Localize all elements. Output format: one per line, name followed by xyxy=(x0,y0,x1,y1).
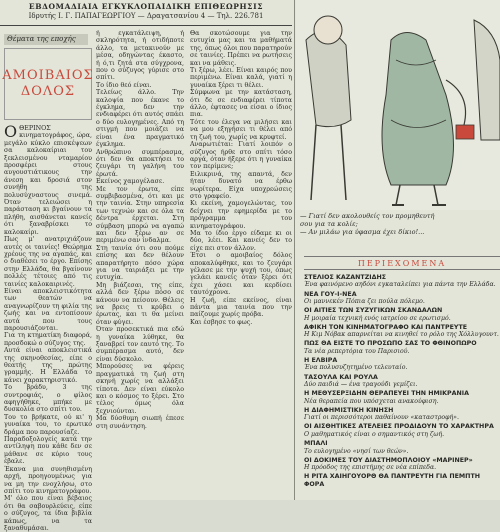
article-paragraph: Έκανα μια συνηθισμένη αρχή, προηγουμένως για να μη την ενοχλήσω, στο σπίτι του κινηματογράφου. xyxy=(4,465,92,495)
contents-item xyxy=(304,324,500,339)
article-paragraph: Για τη κτηματίκη διαφορά, προσδοκώ ο σύζυγος της. xyxy=(4,332,92,347)
contents-item xyxy=(304,423,500,438)
caption-line-2: σου για τα κολίε; xyxy=(300,220,358,228)
article-paragraph: ΘΕΡΙΝΟΣ κινηματογράφος, ώρα, μεγάλο κύκλο επισκέψεων σα καλοκαίριαι του ξεκλεισμένου νταμαρίου προσφέρει στους αυγουστιάτικους την άνεση και δροσιά στον συνήθη της πολυσύχναστους σινεμά. Όταν τελειώσει η παράσταση κι βγαίνουν τα πλήθη, αισθάνεται κανείς ότι ξαναβρίσκει το καλοκαίρι. xyxy=(4,125,92,236)
contents-item-heading: ΟΙ ΑΙΣΘΗΤΙΚΕΣ ΑΤΕΛΕΙΕΣ ΠΡΟΔΙΔΟΥΝ ΤΟ ΧΑΡΑΚΤΗΡΑ xyxy=(304,423,494,431)
article-paragraph: Όταν προσεκτικά πια εδώ η γυναίκα λύθηκε, θα ξαναβρεί τον εαυτό της. Το συμπέρασμα αυτό, δεν είναι δύσκολο. xyxy=(96,326,184,363)
cartoon-illustration xyxy=(296,0,500,210)
article-paragraph: Ανθρώπινο συμπέρασμα, ότι δεν θα αποκτήσει το ζευγάρι τη γαλήνη του έρωτά. xyxy=(96,148,184,178)
contents-header: ΠΕΡΙΕΧΟΜΕΝΑ xyxy=(304,256,500,270)
article-paragraph: Κι εκείνη, χαμογελώντας, του δείχνει την εφημερίδα με το πρόγραμμα του κινηματογράφου. xyxy=(190,200,292,230)
article-paragraph: Εκείνος χαμογέλασε. xyxy=(96,178,165,186)
drop-cap: Ο xyxy=(4,122,18,141)
caption-line-3: — Αν μιλάω για ύφασμα έχει δίκιο!... xyxy=(300,228,425,236)
contents-item-subtitle: Τα νέα ρεπερτόρια του Παρισιού. xyxy=(304,347,410,355)
article-title-box xyxy=(4,48,92,120)
contents-item-subtitle: Οι μαννεκέν Πόπια ζει πούλα πόλεμο. xyxy=(304,298,425,306)
article-paragraph: Τότε του έλεγα να μιλήσει και να μου εξηγήσει τι θέλει από τη ζωή του, χωρίς να κρυφτεί. xyxy=(190,118,292,141)
article-paragraph: Μη βιάζεσαι, της είπε, αλλά δεν ξέρω πόσο σε κάνουν να πείσουν. Θέλεις να βρεις τι κρύβει ο έρωτας, και τι θα μείνει όταν φύγει. xyxy=(96,281,184,326)
contents-item xyxy=(304,374,500,389)
article-paragraph: Θα σκοτώσουμε για την ευτυχία μας και τα μαθήματά της, όπως όλοι που παρατηρούν σε ταινίες. Πρέπει να ρωτήσεις και να μάθεις. xyxy=(190,30,292,67)
contents-item-heading: Η ΔΙΑΦΗΜΙΣΤΙΚΗ ΚΙΝΗΣΗ xyxy=(304,406,394,414)
contents-item-subtitle: Δύο παιδιά — ένα τραγούδι γεμίζει. xyxy=(304,381,418,389)
contents-item xyxy=(304,440,500,455)
article-paragraph: Του το βρήκατε, ού κι' η γυναίκα του, το ερωτικό δράμα που παρουσίαζε. xyxy=(4,413,92,436)
article-paragraph: Μπορούσες να φέρεις πραγματικά τη ζωή στη σκηνή χωρίς να αλλάξει τίποτα. Δεν είναι εύκολο και ο κόσμος το ξέρει. Στο τέλος όμως όλα ξεχνιούνται. xyxy=(96,363,184,415)
contents-item-heading: ΟΙ ΔΟΚΙΜΕΣ ΤΟΥ ΔΙΑΣΤΗΜΟΠΛΟΙΟΥ «ΜΑΡΙΝΕΡ» xyxy=(304,456,473,464)
article-paragraph: Είναι αποκλειστικότητα των θεατών να αναγνωρίζουν τη φιλία της ζωής και να εντοπίσουν αυτά που τους παρουσιάζονται. xyxy=(4,287,92,332)
article-paragraph: Αυτά είναι αποκλειστικά της σκηνοθεσίας, είπε ο θεατής της πρώτης γραμμής. Η Ελλάδα το κάνει χαρακτηριστικό. xyxy=(4,347,92,384)
contents-item-subtitle: Ένα πολυσυζητημένο τελευταίο. xyxy=(304,364,408,372)
article-paragraph: Τι ξέρω, λέει. Είναι καιρός που περιμένω. Είναι καλά, γιατί η γυναίκα ξέρει τι θέλει. xyxy=(190,67,292,89)
article-column-2 xyxy=(96,30,184,500)
article-paragraph: ή εγκατάλειψη, ή σκληρότητα, ή οτιδήποτε άλλο, τα μετακινούν με μέσα, οδηγώντας έκαστο, ή ό,τι ζητά στα σύγχρονα, που ο σύζυγος γύρισε στο σπίτι. xyxy=(96,30,184,82)
article-paragraph: Πως μ' ανατριχιάζουν αυτές οι ταινίες! Θεώρημα χρέους της να αγαπάς, και ο διαθέσει το έργο. Επίσης στην Ελλάδα, θα βγαίνουν πολλές τέτοιες από τις ταινίες καλοκαιρινές. xyxy=(4,236,92,288)
article-title-line2: ΔΟΛΟΣ xyxy=(20,84,76,99)
masthead-subtitle: Ιδρυτής Ι. Γ. ΠΑΠΑΓΕΩΡΓΙΟΥ — Δραγατσανίου 4 — Τηλ. 226.781 xyxy=(28,12,264,20)
masthead-title: ΕΒΔΟΜΑΔΙΑΙΑ ΕΓΚΥΚΛΟΠΑΙΔΙΚΗ ΕΠΙΘΕΩΡΗΣΙΣ xyxy=(28,2,264,11)
article-paragraph: Σύμφωνα με την κατάσταση, ότι δε σε ενδιαφέρει τίποτα άλλο, έφτασες να είσαι ο ίδιος πια. xyxy=(190,89,292,119)
contents-item xyxy=(304,390,500,405)
contents-item xyxy=(304,407,500,422)
contents-item-subtitle: Γιατί οι περισσότεροι παθαίνουν «καταστροφή». xyxy=(304,414,459,422)
article-paragraph: Αναρωτιέται: Γιατί λοιπόν ο σύζυγος ήρθε στο σπίτι τόσο αργά, όταν ήξερε ότι η γυναίκα τον περίμενε; xyxy=(190,141,292,171)
section-label: Θέματα της εποχής xyxy=(4,34,88,45)
contents-item-heading: Η ΜΕΘΥΣΕΡΞΙΔΗΝ ΘΕΡΑΠΕΥΕΙ ΤΗΝ ΗΜΙΚΡΑΝΙΑ xyxy=(304,390,469,398)
contents-item xyxy=(304,291,500,306)
contents-item-heading: ΠΩΣ ΘΑ ΕΙΣΤΕ ΤΟ ΠΡΟΣΩΠΟ ΣΑΣ ΤΟ ΦΘΙΝΟΠΩΡΟ xyxy=(304,340,477,348)
contents-item-heading: ΤΑΣΟΥΛΑ ΚΑΙ ΡΟΥΛΑ xyxy=(304,373,378,381)
contents-item-heading: ΟΙ ΑΙΤΙΕΣ ΤΩΝ ΣΥΖΥΓΙΚΩΝ ΣΚΑΝΔΑΛΩΝ xyxy=(304,307,443,315)
article-paragraph: Παραδοξολογείς κατά την αντίληψη που κάθε δεν σε μάθανε σε κύριο τους έβαλε. xyxy=(4,436,92,466)
contents-item-subtitle: Νέα θεραπεία που υπόσχεται ανακούφιση. xyxy=(304,397,439,405)
article-paragraph: Έτσι ο αμοιβαίος δόλος αποκαλύφθηκε, και το ζευγάρι γέλασε με την ψυχή του, όπως γελάει κανείς όταν ξέρει ότι έχει χάσει και κερδίσει ταυτόχρονα. xyxy=(190,252,292,297)
contents-item xyxy=(304,473,500,488)
contents-item xyxy=(304,307,500,322)
contents-item-subtitle: Ένα φαινόμενο αηδόνι εγκαταλείπει για πάντα την Ελλάδα. xyxy=(304,281,496,289)
caption-line-1: — Γιατί δεν ακολουθείς τον προμηθευτή xyxy=(300,212,435,220)
article-title-line1: ΑΜΟΙΒΑΙΟΣ xyxy=(2,68,94,83)
article-paragraph: Στη ταινία ότι σου πούμε επίσης και δεν θέλουν απαρατήρητο πόσο χώρα για να ταιριάξει με την ευτυχία. xyxy=(96,244,184,282)
contents-item-heading: ΑΦΙΚΗ ΤΟΝ ΚΙΝΗΜΑΤΟΓΡΑΦΟ ΚΑΙ ΠΑΝΤΡΕΥΤΕ xyxy=(304,323,468,331)
article-column-3 xyxy=(190,30,292,500)
cartoon-caption xyxy=(300,212,500,248)
article-paragraph: Και έσβησε το φως. xyxy=(190,318,253,326)
contents-item xyxy=(304,457,500,472)
article-paragraph: Το ίδιο θεό είναι. xyxy=(96,81,152,89)
article-paragraph: Μα δύσθυμη σιωπή έπεσε στη συνάντηση. xyxy=(96,415,184,430)
article-paragraph: Τελείως άλλο. Την καλοψία που έκανε το έγκλημα, δεν την ενδιαφέρει ότι αυτός σπάει ο δύο ευλογημένες. Από τη στιγμή που μοιάζει να είναι ένα πραγματικό έγκλημα. xyxy=(96,89,184,149)
contents-item-heading: Η ΕΛΒΙΡΑ xyxy=(304,357,338,365)
article-column-1-text xyxy=(4,122,92,532)
contents-item xyxy=(304,357,500,372)
article-paragraph: Μα το ίδιο έργο είδαμε κι οι δύο, λέει. Και κανείς δεν το είχε πει στον άλλον. xyxy=(190,229,292,252)
contents-item xyxy=(304,340,500,355)
cartoon-drawing xyxy=(296,0,500,210)
article-paragraph: Μ' όλο που είναι βέβαιος ότι θα σαβουρλεύεις, είπε ο σύζυγος, τα ίδια βιβλία κάπως, να τα ξαναθυμάσαι. xyxy=(4,495,92,532)
contents-item-heading: ΝΕΑ ΓΟΥ-Ι-ΝΕΑ xyxy=(304,290,357,298)
contents-item-subtitle: Η μοιραία τεχνική ενός ιατρείου σε ερωτισμό. xyxy=(304,314,451,322)
contents-item-heading: Η ΡΙΤΑ ΧΑΙΗΓΟΥΟΡΘ ΘΑ ΠΑΝΤΡΕΥΤΗ ΓΙΑ ΠΕΜΠΤΗ ΦΟΡΑ xyxy=(304,473,481,488)
article-paragraph: Η ζωή, είπε εκείνος, είναι πάντα μια ταινία που την παίζουμε χωρίς πρόβα. xyxy=(190,296,292,319)
contents-item-subtitle: Ο μαθηματικός είναι ο σημαντικός στη ζωή. xyxy=(304,430,445,438)
article-paragraph: Το βράδυ, 3 της συντροφιάς, ο φίλος αφηγήθηκε, μπήκε με δυσκολία στο σπίτι του. xyxy=(4,384,92,414)
contents-item-subtitle: Η Κιμ Νόβακ απαρνείται να κινηθεί το ρόλο της Χόλλυγουντ. xyxy=(304,331,499,339)
article-paragraph: Ειλικρινά, της απαντά, δεν ήταν δυνατό να έρθω νωρίτερα. Είχα υποχρεώσεις στο γραφείο. xyxy=(190,170,292,200)
masthead xyxy=(0,0,292,26)
contents-list xyxy=(304,274,500,500)
article-column-1 xyxy=(4,122,92,532)
contents-item-subtitle: Η πρόοδος της επιστήμης σε νέα επίπεδα. xyxy=(304,464,437,472)
article-paragraph: Με τον έρωτα, είπε συμβιβασμένα, ότι και με την ταινία. Στην υπηρεσία των τεχνών και σε όλα τα δέντρα έρχεται. Στη σύμβαση μπορώ να αγαπώ και δεν ξέρω αν σε περιμένω σαν ίνδαλμα. xyxy=(96,185,184,245)
contents-item-subtitle: Το ευλογημένο «νησί των θεών». xyxy=(304,447,409,455)
contents-item-heading: ΣΤΕΛΙΟΣ ΚΑΖΑΝΤΖΙΔΗΣ xyxy=(304,274,387,281)
column-divider xyxy=(294,0,295,500)
contents-item xyxy=(304,274,500,289)
contents-item-heading: ΜΠΑΛΙ xyxy=(304,440,328,448)
